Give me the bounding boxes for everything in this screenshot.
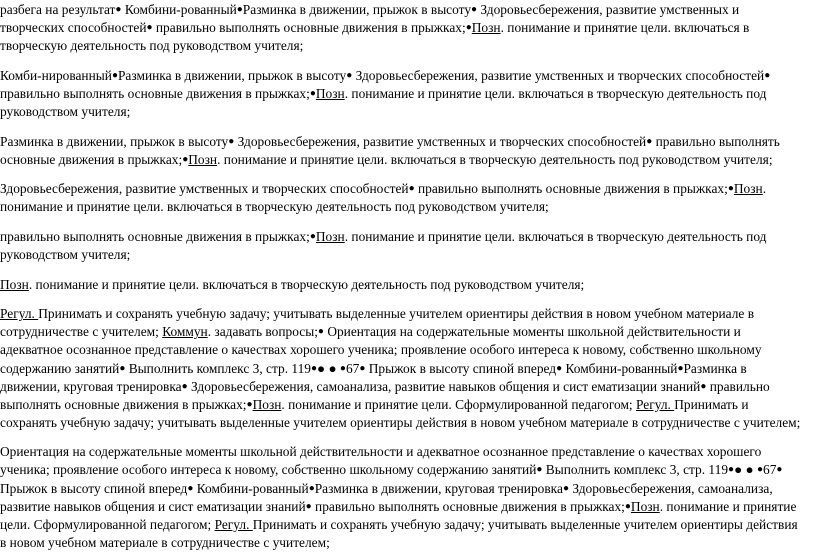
paragraph	[0, 276, 802, 294]
text-run: Выполнить комплекс 3, стр. 119	[542, 462, 729, 478]
bullet-dot-icon: ●	[562, 482, 569, 494]
text-run: Ориентация на содержательные моменты школьной действительности и адекватное осознанное представление о качествах хорошего ученика; проявление особого интереса к новому, собственно школьному содержанию занятий	[0, 444, 762, 478]
text-run: разбега на результат	[0, 2, 116, 17]
bullet-dot-icon: ●	[115, 4, 122, 15]
bullet-dot-icon: ●	[317, 326, 324, 338]
text-run: Здоровьесбережения, развитие умственных и творческих способностей	[0, 181, 409, 197]
bullet-dot-icon: ●	[536, 464, 543, 476]
bullet-dot-icon: ●	[764, 69, 771, 81]
text-run: Принимать и сохранять учебную задачу; учитывать выделенные учителем ориентиры действия в новом учебном материале в сотрудничестве с учителем;	[0, 306, 755, 340]
bullet-dot-icon: ●	[700, 380, 707, 392]
underlined-term: Позн	[0, 276, 29, 292]
bullet-dot-icon: ●	[187, 482, 194, 494]
paragraph	[0, 180, 802, 216]
bullet-dot-icon: ●	[305, 500, 312, 512]
paragraph	[0, 1, 802, 55]
bullet-dot-icon: ●	[556, 362, 563, 374]
bullet-dot-icon: ●	[111, 69, 118, 81]
text-run: 67	[345, 360, 360, 376]
bullet-dot-icon: ●	[471, 4, 478, 15]
underlined-term: Регул.	[214, 516, 253, 532]
text-run: Принимать и сохранять учебную задачу; учитывать выделенные учителем ориентиры действия в новом учебном материале в сотрудничестве с учителем;	[0, 396, 801, 430]
text-run: Здоровьесбережения, развитие умственных и творческих способностей	[352, 67, 765, 83]
paragraph	[0, 305, 802, 432]
bullet-dot-icon: ●	[727, 183, 734, 195]
bullet-dot-icon: ●	[776, 464, 783, 476]
underlined-term: Позн	[315, 228, 345, 244]
bullet-dot-icon: ●	[646, 135, 653, 147]
bullet-dot-icon: ●	[359, 362, 366, 374]
text-run: . понимание и принятие цели. включаться в творческую деятельность под руководством учителя;	[0, 85, 767, 119]
text-run: 67	[763, 462, 777, 478]
underlined-term: Позн	[630, 498, 660, 514]
bullet-dot-icon: ●	[339, 362, 346, 374]
underlined-term: Позн	[471, 20, 501, 36]
text-run: Ориентация на содержательные моменты школьной действительности и адекватное осознанное представление о качествах хорошего ученика; проявление особого интереса к новому, собственно школьному содержанию занятий	[0, 324, 762, 376]
text-run: Прыжок в высоту спиной вперед	[0, 480, 188, 496]
text-run: правильно выполнять основные движения в прыжках;	[0, 378, 770, 412]
text-run: Разминка в движении, прыжок в высоту	[0, 133, 229, 149]
text-run: правильно выполнять основные движения в прыжках;	[414, 181, 728, 197]
underlined-term: Позн	[315, 85, 345, 101]
bullet-dot-icon: ●	[309, 87, 316, 99]
text-run: Здоровьесбережения, самоанализа, развитие навыков общения и сист ематизации знаний	[187, 378, 701, 394]
text-run: Здоровьесбережения, развитие умственных и творческих способностей	[234, 133, 647, 149]
text-run: Здоровьесбережения, развитие умственных и творческих способностей	[0, 2, 740, 36]
bullet-dot-icon: ●	[181, 380, 188, 392]
text-run: . понимание и принятие цели. включаться в творческую деятельность под руководством учителя;	[28, 276, 585, 292]
bullet-dot-icon: ●	[246, 398, 253, 410]
bullet-dot-icon: ●	[408, 183, 415, 195]
paragraph	[0, 133, 802, 169]
text-run: Разминка в движении, круговая тренировка	[0, 360, 747, 394]
text-run: правильно выполнять основные движения в прыжках;	[311, 498, 625, 514]
text-run: Выполнить комплекс 3, стр. 119	[125, 360, 311, 376]
text-run: Прыжок в высоту спиной вперед	[365, 360, 557, 376]
underlined-term: Позн	[252, 396, 282, 412]
text-run: Разминка в движении, прыжок в высоту	[117, 67, 347, 83]
bullet-dot-icon: ●	[465, 22, 472, 34]
text-run: правильно выполнять основные движения в прыжках;	[0, 228, 310, 244]
paragraph	[0, 228, 802, 264]
text-run: Разминка в движении, прыжок в высоту	[242, 2, 472, 17]
text-run: . понимание и принятие цели. включаться в творческую деятельность под руководством учителя;	[0, 228, 767, 263]
bullet-dot-icon: ●	[236, 4, 243, 15]
bullet-dot-icon: ●	[309, 230, 316, 242]
bullet-dot-icon: ●	[308, 482, 315, 494]
text-run: . понимание и принятие цели. включаться в творческую деятельность под руководством учителя;	[0, 20, 750, 54]
text-run: . понимание и принятие цели. Сформулированной педагогом;	[0, 498, 797, 532]
paragraph	[0, 443, 802, 552]
text-run: . понимание и принятие цели. включаться в творческую деятельность под руководством учителя;	[0, 181, 767, 215]
text-run: Разминка в движении, круговая тренировка	[314, 480, 563, 496]
text-run: Комби-нированный	[0, 67, 112, 83]
underlined-term: Регул.	[636, 396, 675, 412]
bullet-dot-icon: ●	[728, 464, 735, 476]
text-run: . задавать вопросы;	[207, 324, 318, 340]
text-run: . понимание и принятие цели. включаться в творческую деятельность под руководством учителя;	[217, 151, 773, 167]
text-run: . понимание и принятие цели. Сформулированной педагогом;	[281, 396, 637, 412]
bullet-dot-icon: ●	[310, 362, 318, 374]
underlined-term: Регул.	[0, 306, 39, 322]
text-run: правильно выполнять основные движения в прыжках;	[0, 133, 780, 167]
bullet-dot-icon: ●	[182, 153, 189, 165]
text-run: Здоровьесбережения, самоанализа, развитие навыков общения и сист ематизации знаний	[0, 480, 773, 514]
bullet-dot-icon: ●	[624, 500, 631, 512]
text-run: правильно выполнять основные движения в прыжках;	[0, 85, 310, 101]
paragraph-list	[0, 1, 802, 552]
paragraph	[0, 67, 802, 121]
bullet-dot-icon: ●	[228, 135, 235, 147]
text-run: ● ●	[734, 462, 757, 478]
bullet-dot-icon: ●	[146, 22, 153, 34]
text-run: Комбини-рованный	[193, 480, 309, 496]
bullet-dot-icon: ●	[346, 69, 353, 81]
underlined-term: Коммун	[162, 324, 208, 340]
text-run: Комбини-рованный	[562, 360, 678, 376]
underlined-term: Позн	[733, 181, 763, 197]
text-run: Комбини-рованный	[121, 2, 237, 17]
underlined-term: Позн	[188, 151, 218, 167]
bullet-dot-icon: ●	[677, 362, 684, 374]
bullet-dot-icon: ●	[119, 362, 126, 374]
text-run: правильно выполнять основные движения в прыжках;	[152, 20, 466, 36]
text-run: Принимать и сохранять учебную задачу; учитывать выделенные учителем ориентиры действия в новом учебном материале в сотрудничестве с учителем;	[0, 516, 798, 550]
text-run: ● ●	[317, 360, 340, 376]
bullet-dot-icon: ●	[756, 464, 763, 476]
